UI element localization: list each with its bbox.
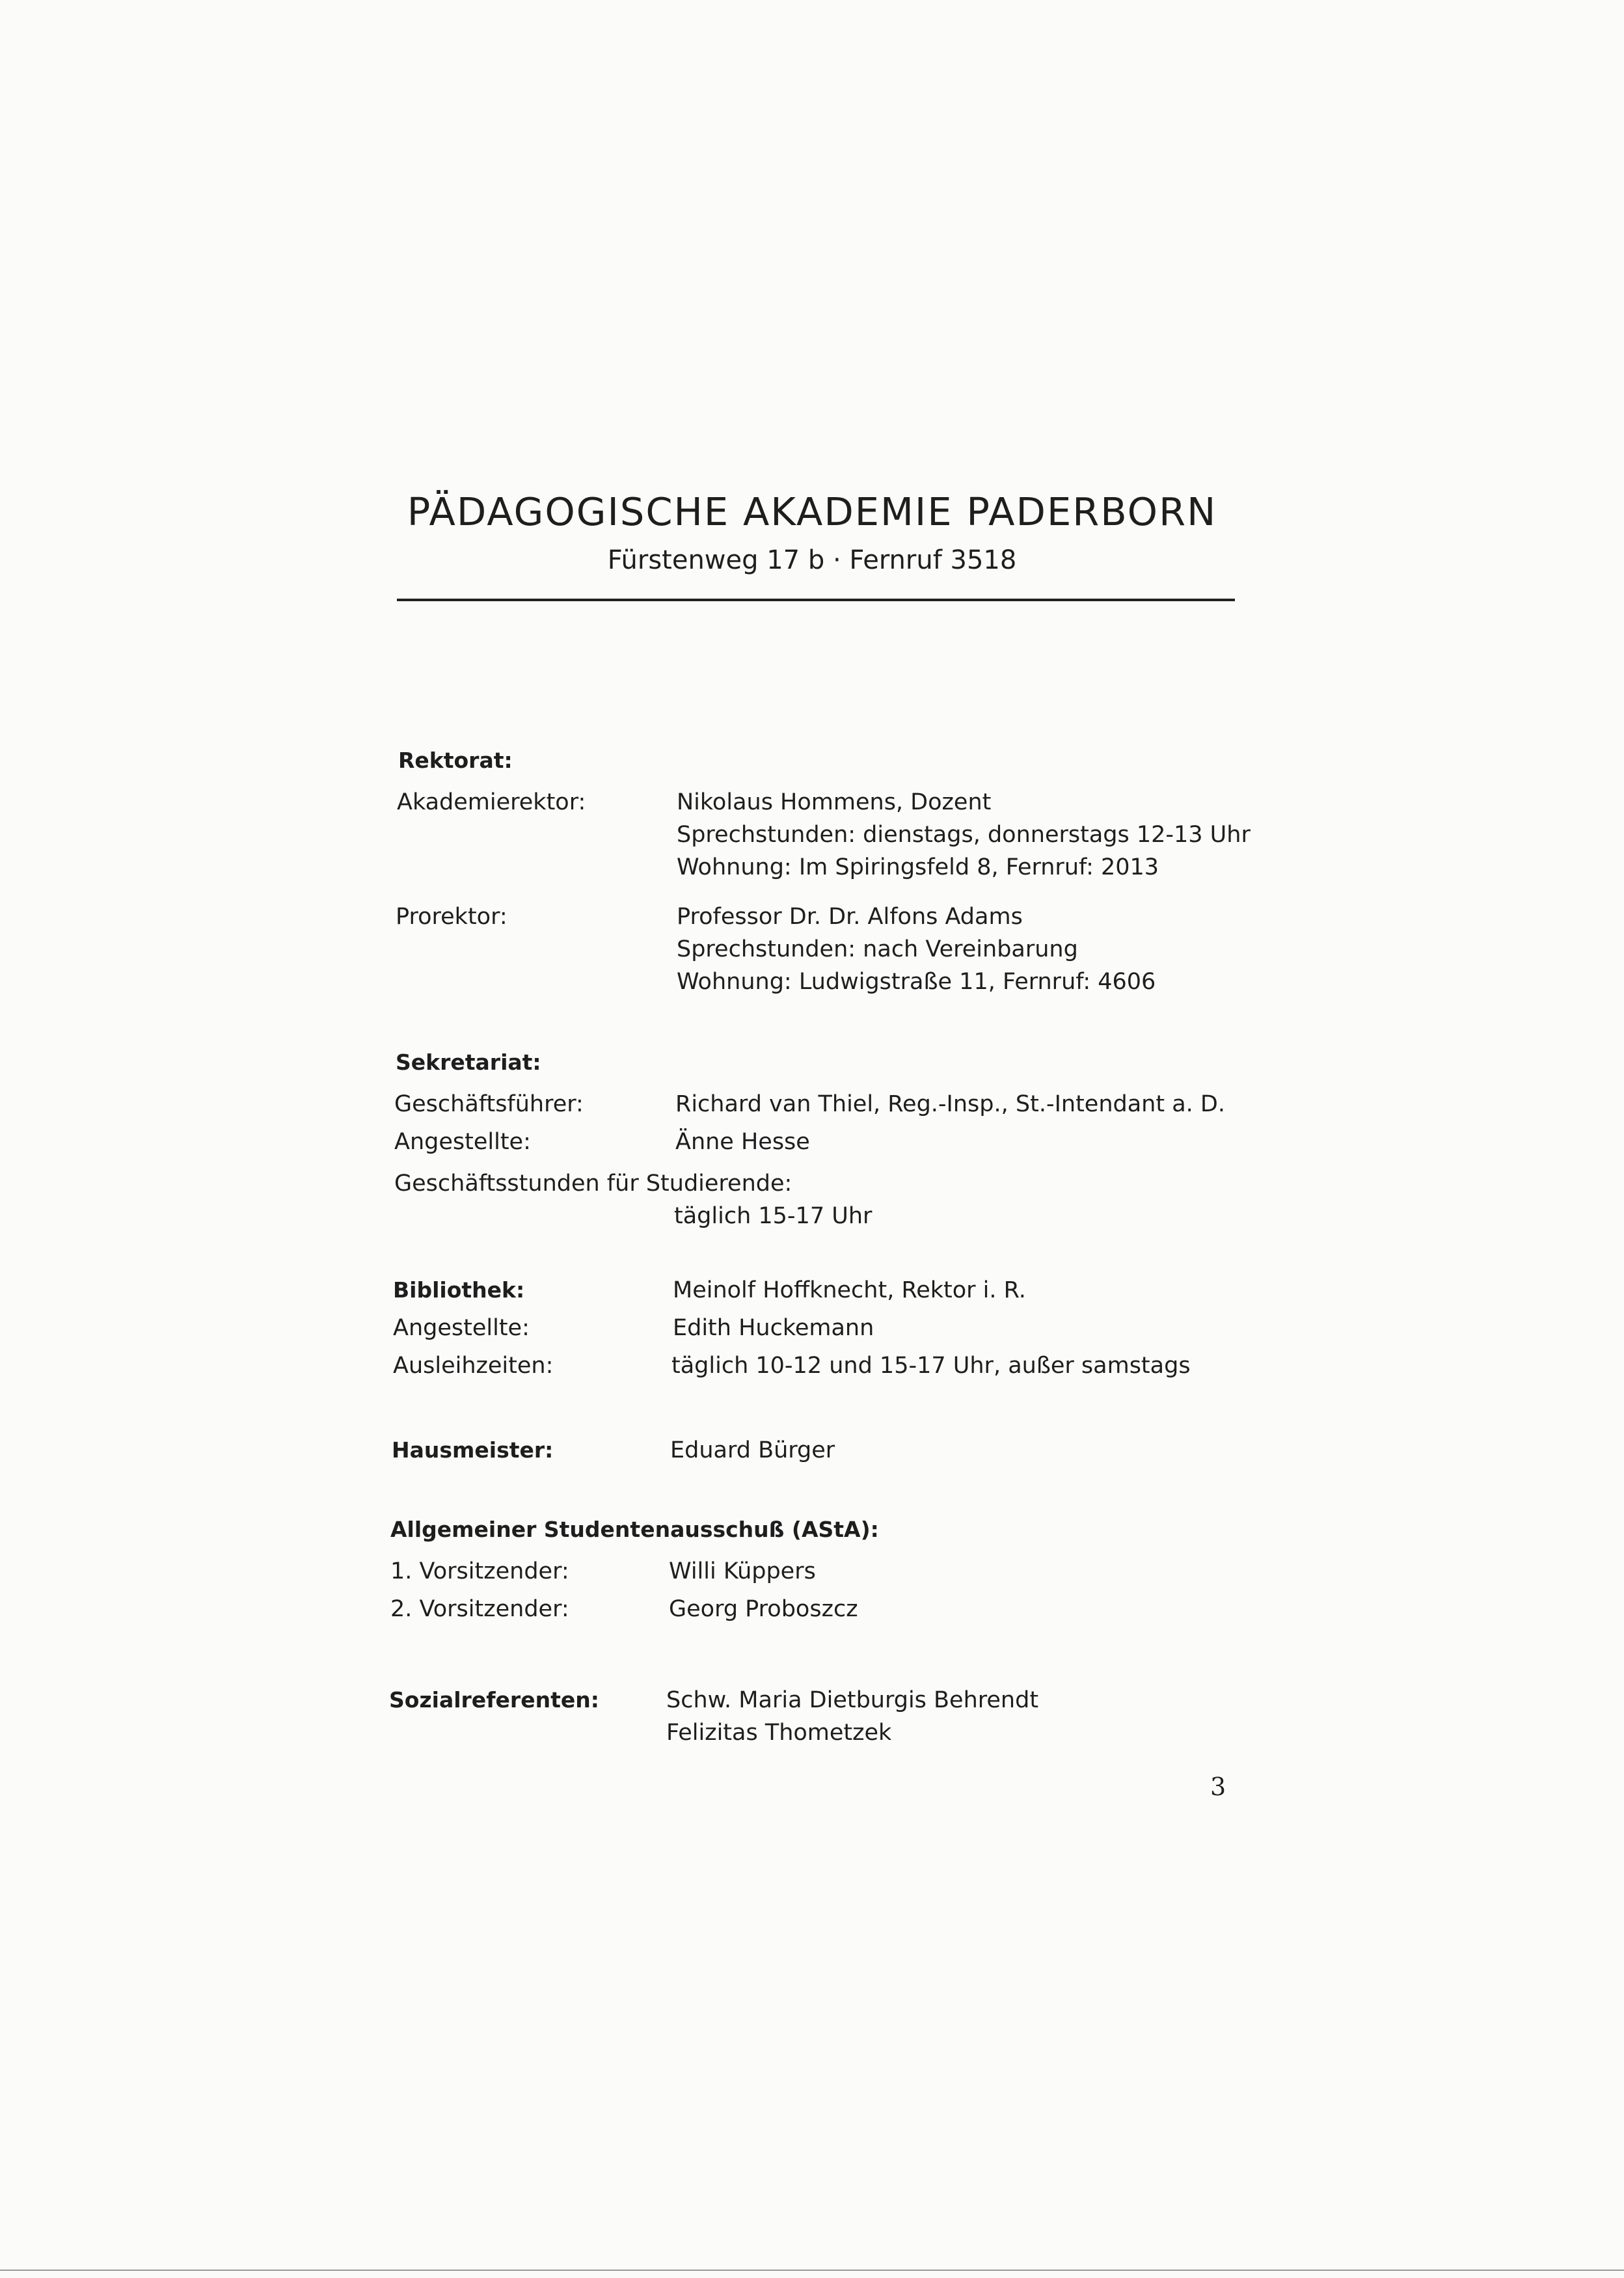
angestellte-sekretariat-value: Änne Hesse: [675, 1129, 810, 1155]
ausleihzeiten-value: täglich 10-12 und 15-17 Uhr, außer samstags: [671, 1353, 1191, 1379]
section-heading-sozialreferenten: Sozialreferenten:: [389, 1687, 599, 1713]
page-title: PÄDAGOGISCHE AKADEMIE PADERBORN: [407, 489, 1217, 534]
label-prorektor: Prorektor:: [396, 904, 508, 930]
hausmeister-value: Eduard Bürger: [670, 1437, 835, 1463]
akademierektor-sprechstunden: Sprechstunden: dienstags, donnerstags 12-13 Uhr: [677, 822, 1251, 848]
label-vorsitzender-2: 2. Vorsitzender:: [390, 1596, 569, 1622]
geschaeftsstunden-value: täglich 15-17 Uhr: [674, 1203, 873, 1229]
section-heading-asta: Allgemeiner Studentenausschuß (AStA):: [390, 1517, 879, 1542]
scan-edge-line: [0, 2270, 1624, 2271]
geschaeftsfuehrer-value: Richard van Thiel, Reg.-Insp., St.-Intendant a. D.: [675, 1091, 1225, 1117]
label-angestellte-bibliothek: Angestellte:: [393, 1315, 530, 1341]
vorsitzender-1-value: Willi Küppers: [669, 1558, 816, 1584]
section-heading-bibliothek: Bibliothek:: [393, 1277, 525, 1303]
page-number: 3: [1210, 1772, 1226, 1801]
section-heading-hausmeister: Hausmeister:: [392, 1437, 554, 1463]
vorsitzender-2-value: Georg Proboszcz: [669, 1596, 858, 1622]
akademierektor-name: Nikolaus Hommens, Dozent: [677, 789, 992, 815]
section-heading-rektorat: Rektorat:: [398, 748, 513, 773]
section-heading-sekretariat: Sekretariat:: [396, 1050, 541, 1075]
sozialreferent-1: Schw. Maria Dietburgis Behrendt: [666, 1687, 1039, 1713]
label-geschaeftsfuehrer: Geschäftsführer:: [394, 1091, 584, 1117]
prorektor-wohnung: Wohnung: Ludwigstraße 11, Fernruf: 4606: [677, 969, 1156, 995]
label-vorsitzender-1: 1. Vorsitzender:: [390, 1558, 569, 1584]
angestellte-bibliothek-value: Edith Huckemann: [673, 1315, 874, 1341]
label-akademierektor: Akademierektor:: [397, 789, 586, 815]
label-angestellte-sekretariat: Angestellte:: [394, 1129, 531, 1155]
bibliothek-leiter: Meinolf Hoffknecht, Rektor i. R.: [673, 1277, 1026, 1303]
sozialreferent-2: Felizitas Thometzek: [666, 1720, 892, 1746]
address-line: Fürstenweg 17 b · Fernruf 3518: [607, 545, 1017, 575]
header-rule: [397, 599, 1235, 601]
prorektor-sprechstunden: Sprechstunden: nach Vereinbarung: [677, 936, 1078, 962]
prorektor-name: Professor Dr. Dr. Alfons Adams: [677, 904, 1023, 930]
akademierektor-wohnung: Wohnung: Im Spiringsfeld 8, Fernruf: 2013: [677, 854, 1159, 880]
label-ausleihzeiten: Ausleihzeiten:: [393, 1353, 554, 1379]
label-geschaeftsstunden: Geschäftsstunden für Studierende:: [394, 1171, 792, 1197]
